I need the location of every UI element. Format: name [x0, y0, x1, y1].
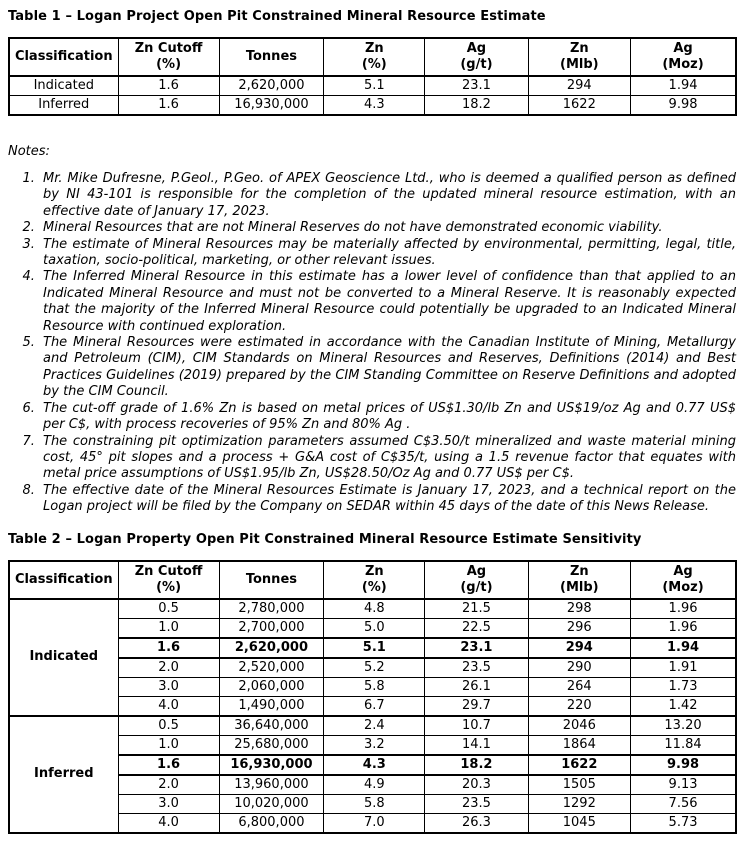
cell-zn-pct: 5.1: [324, 638, 425, 658]
header-line: Zn: [364, 563, 384, 579]
cell-zn-pct: 5.0: [324, 618, 425, 638]
table2-col-classification: [9, 561, 118, 599]
cell-zn-cutoff: 4.0: [118, 813, 219, 833]
table-row: [9, 735, 736, 755]
cell-ag-moz: 1.73: [631, 677, 736, 696]
table-row: [9, 96, 736, 116]
cell-zn-cutoff: 1.0: [118, 618, 219, 638]
cell-zn-mlb: 294: [528, 638, 631, 658]
note-item-4: 4. The Inferred Mineral Resource in this estimate has a lower level of confidence than that applied to an Indicated Mineral Resource and must not be converted to a Mineral Reserve. It is reasonably expected that the majority of the Inferred Mineral Resource could potentially be upgraded to an Indicated Mineral Resource with continued exploration.: [39, 269, 736, 335]
cell-tonnes: 6,800,000: [219, 813, 324, 833]
header-line: Tonnes: [245, 49, 297, 64]
table1-col-ag-moz: [631, 38, 736, 76]
cell-zn-pct: 7.0: [324, 813, 425, 833]
table-row: [9, 813, 736, 833]
note-item-5: 5. The Mineral Resources were estimated in accordance with the Canadian Institute of Mining, Metallurgy and Petroleum (CIM), CIM Standards on Mineral Resources and Reserves, Definitions (2014) and Best Practices Guidelines (2019) prepared by the CIM Standing Committee on Reserve Definitions and adopted by the CIM Council.: [39, 335, 736, 401]
cell-ag-moz: 9.98: [631, 96, 736, 116]
cell-zn-pct: 2.4: [324, 716, 425, 736]
cell-ag-gpt: 29.7: [425, 696, 528, 716]
cell-ag-moz: 5.73: [631, 813, 736, 833]
cell-tonnes: 36,640,000: [219, 716, 324, 736]
cell-ag-gpt: 18.2: [425, 755, 528, 775]
table-row: [9, 677, 736, 696]
header-line: Classification: [14, 49, 113, 64]
cell-tonnes: 2,700,000: [219, 618, 324, 638]
note-item-3: 3. The estimate of Mineral Resources may be materially affected by environmental, permitting, legal, title, taxation, socio-political, marketing, or other relevant issues.: [39, 237, 736, 270]
cell-zn-pct: 5.1: [324, 76, 425, 96]
cell-zn-pct: 4.3: [324, 755, 425, 775]
cell-zn-mlb: 1292: [528, 794, 631, 813]
table2-col-zn-mlb: [528, 561, 631, 599]
cell-ag-gpt: 22.5: [425, 618, 528, 638]
table2-col-zn-cutoff: [118, 561, 219, 599]
header-line: (Moz): [662, 579, 704, 595]
header-line: Zn: [364, 41, 384, 56]
cell-zn-pct: 5.8: [324, 677, 425, 696]
table2-col-ag-moz: [631, 561, 736, 599]
table1-col-tonnes: [219, 38, 324, 76]
header-line: (%): [156, 579, 182, 595]
cell-zn-cutoff: 1.6: [118, 638, 219, 658]
cell-ag-moz: 1.96: [631, 599, 736, 619]
table1-col-classification: [9, 38, 118, 76]
cell-zn-cutoff: 3.0: [118, 794, 219, 813]
table-row: [9, 599, 736, 619]
cell-zn-mlb: 1864: [528, 735, 631, 755]
table-row: [9, 794, 736, 813]
cell-ag-moz: 1.91: [631, 658, 736, 678]
cell-tonnes: 10,020,000: [219, 794, 324, 813]
cell-ag-gpt: 26.1: [425, 677, 528, 696]
cell-ag-moz: 13.20: [631, 716, 736, 736]
cell-ag-gpt: 18.2: [425, 96, 528, 116]
cell-tonnes: 2,620,000: [219, 76, 324, 96]
cell-tonnes: 25,680,000: [219, 735, 324, 755]
cell-zn-mlb: 1622: [528, 755, 631, 775]
cell-ag-gpt: 23.5: [425, 658, 528, 678]
cell-zn-pct: 5.8: [324, 794, 425, 813]
cell-ag-moz: 9.13: [631, 775, 736, 795]
cell-zn-pct: 3.2: [324, 735, 425, 755]
header-line: Zn: [569, 41, 589, 56]
cell-ag-moz: 7.56: [631, 794, 736, 813]
table-row: [9, 76, 736, 96]
table2-title: Table 2 – Logan Property Open Pit Constrained Mineral Resource Estimate Sensitivity: [8, 531, 642, 547]
note-item-7: 7. The constraining pit optimization parameters assumed C$3.50/t mineralized and waste material mining cost, 45° pit slopes and a process + G&A cost of C$35/t, using a 1.5 revenue factor that equates with metal price assumptions of US$1.95/lb Zn, US$28.50/Oz Ag and 0.77 US$ per C$.: [39, 434, 736, 483]
table-row: [9, 618, 736, 638]
cell-zn-cutoff: 1.6: [118, 76, 219, 96]
table1-mineral-resource-estimate: [8, 37, 737, 116]
cell-zn-mlb: 2046: [528, 716, 631, 736]
cell-zn-cutoff: 1.6: [118, 96, 219, 116]
header-line: Zn Cutoff: [134, 41, 203, 56]
header-line: (%): [361, 57, 387, 72]
table1-col-zn-pct: [324, 38, 425, 76]
table-row: [9, 658, 736, 678]
header-line: (Mlb): [560, 579, 599, 595]
cell-zn-pct: 4.8: [324, 599, 425, 619]
table1-col-zn-mlb: [528, 38, 631, 76]
cell-ag-gpt: 23.5: [425, 794, 528, 813]
header-line: Ag: [673, 41, 693, 56]
cell-zn-mlb: 294: [528, 76, 631, 96]
cell-ag-moz: 1.94: [631, 638, 736, 658]
cell-zn-cutoff: 1.0: [118, 735, 219, 755]
header-line: Zn: [569, 563, 589, 579]
table1-col-ag-gpt: [425, 38, 528, 76]
cell-tonnes: 13,960,000: [219, 775, 324, 795]
notes-heading: Notes:: [8, 144, 50, 159]
header-line: (Mlb): [560, 57, 599, 72]
cell-ag-gpt: 20.3: [425, 775, 528, 795]
cell-zn-mlb: 296: [528, 618, 631, 638]
table-row-base-case: [9, 755, 736, 775]
notes-list: [8, 171, 737, 516]
cell-zn-pct: 4.3: [324, 96, 425, 116]
cell-zn-cutoff: 4.0: [118, 696, 219, 716]
table-row: [9, 775, 736, 795]
header-line: Classification: [14, 571, 113, 587]
cell-ag-moz: 9.98: [631, 755, 736, 775]
table1-header: [9, 38, 736, 76]
cell-tonnes: 16,930,000: [219, 755, 324, 775]
table2-sensitivity: [8, 560, 737, 834]
cell-ag-moz: 1.94: [631, 76, 736, 96]
header-line: (g/t): [460, 579, 493, 595]
note-item-8: 8. The effective date of the Mineral Resources Estimate is January 17, 2023, and a technical report on the Logan project will be filed by the Company on SEDAR within 45 days of the date of this News Release.: [39, 483, 736, 516]
table-row: [9, 716, 736, 736]
header-line: Tonnes: [245, 571, 297, 587]
header-line: Ag: [466, 563, 487, 579]
note-item-6: 6. The cut-off grade of 1.6% Zn is based on metal prices of US$1.30/lb Zn and US$19/oz Ag and 0.77 US$ per C$, with process recoveries of 95% Zn and 80% Ag .: [39, 401, 736, 434]
cell-ag-gpt: 26.3: [425, 813, 528, 833]
header-line: Zn Cutoff: [134, 563, 203, 579]
cell-tonnes: 16,930,000: [219, 96, 324, 116]
cell-zn-mlb: 1622: [528, 96, 631, 116]
header-line: Ag: [466, 41, 487, 56]
cell-zn-pct: 5.2: [324, 658, 425, 678]
table2-col-ag-gpt: [425, 561, 528, 599]
table1-col-zn-cutoff: [118, 38, 219, 76]
header-line: (%): [156, 57, 182, 72]
note-item-2: 2. Mineral Resources that are not Mineral Reserves do not have demonstrated economic viability.: [39, 220, 736, 236]
cell-zn-mlb: 264: [528, 677, 631, 696]
header-line: (%): [361, 579, 387, 595]
cell-classification: Indicated: [9, 76, 118, 96]
table-row-base-case: [9, 638, 736, 658]
cell-zn-mlb: 290: [528, 658, 631, 678]
cell-ag-gpt: 14.1: [425, 735, 528, 755]
cell-zn-mlb: 1505: [528, 775, 631, 795]
cell-tonnes: 2,620,000: [219, 638, 324, 658]
cell-tonnes: 2,060,000: [219, 677, 324, 696]
cell-zn-cutoff: 1.6: [118, 755, 219, 775]
cell-zn-cutoff: 0.5: [118, 599, 219, 619]
cell-zn-pct: 6.7: [324, 696, 425, 716]
cell-tonnes: 2,520,000: [219, 658, 324, 678]
table1-body: [9, 76, 736, 115]
cell-zn-mlb: 1045: [528, 813, 631, 833]
cell-ag-moz: 1.42: [631, 696, 736, 716]
table2-col-zn-pct: [324, 561, 425, 599]
cell-tonnes: 1,490,000: [219, 696, 324, 716]
table1-header-row: [9, 38, 736, 76]
header-line: (g/t): [460, 57, 493, 72]
table-row: [9, 696, 736, 716]
cell-ag-gpt: 10.7: [425, 716, 528, 736]
cell-ag-gpt: 23.1: [425, 638, 528, 658]
table2-header: [9, 561, 736, 599]
cell-classification-indicated: Indicated: [9, 599, 118, 716]
table2-col-tonnes: [219, 561, 324, 599]
cell-zn-mlb: 298: [528, 599, 631, 619]
cell-classification-inferred: Inferred: [9, 716, 118, 833]
cell-zn-cutoff: 0.5: [118, 716, 219, 736]
cell-ag-moz: 11.84: [631, 735, 736, 755]
cell-classification: Inferred: [9, 96, 118, 116]
cell-tonnes: 2,780,000: [219, 599, 324, 619]
cell-zn-cutoff: 3.0: [118, 677, 219, 696]
header-line: Ag: [673, 563, 693, 579]
table2-body: [9, 599, 736, 833]
cell-zn-mlb: 220: [528, 696, 631, 716]
table2-header-row: [9, 561, 736, 599]
note-item-1: 1. Mr. Mike Dufresne, P.Geol., P.Geo. of APEX Geoscience Ltd., who is deemed a qualified person as defined by NI 43-101 is responsible for the completion of the updated mineral resource estimation, with an effective date of January 17, 2023.: [39, 171, 736, 220]
header-line: (Moz): [662, 57, 704, 72]
cell-ag-gpt: 23.1: [425, 76, 528, 96]
cell-zn-cutoff: 2.0: [118, 658, 219, 678]
cell-zn-pct: 4.9: [324, 775, 425, 795]
table1-title: Table 1 – Logan Project Open Pit Constrained Mineral Resource Estimate: [8, 9, 546, 24]
cell-ag-gpt: 21.5: [425, 599, 528, 619]
cell-ag-moz: 1.96: [631, 618, 736, 638]
cell-zn-cutoff: 2.0: [118, 775, 219, 795]
